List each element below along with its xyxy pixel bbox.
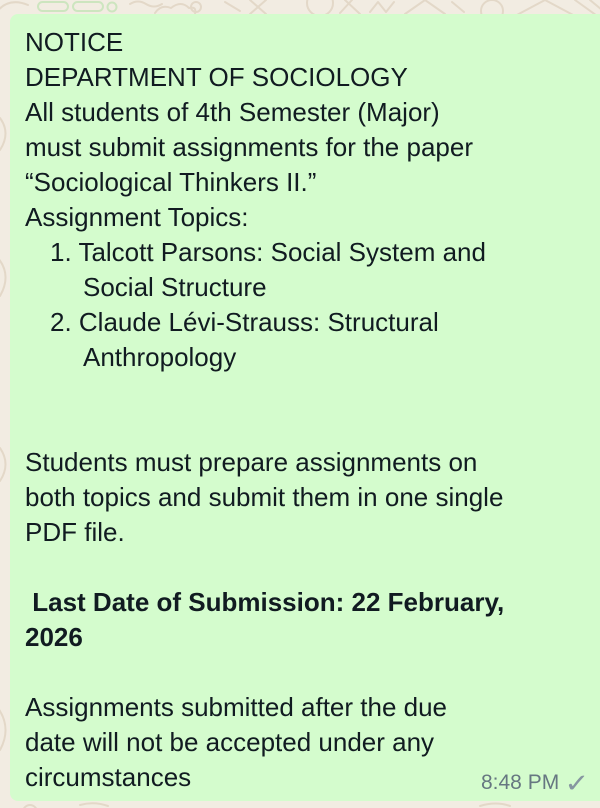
message-line: Students must prepare assignments on <box>25 447 478 477</box>
message-line <box>25 550 588 585</box>
message-line: PDF file. <box>25 517 125 547</box>
message-line: DEPARTMENT OF SOCIOLOGY <box>25 62 408 92</box>
message-line <box>25 410 588 445</box>
message-line: 2026 <box>25 622 83 652</box>
message-line: 1. Talcott Parsons: Social System and <box>50 237 486 267</box>
message-line: Assignments submitted after the due <box>25 692 448 722</box>
message-line: Assignment Topics: <box>25 202 249 232</box>
message-line: date will not be accepted under any <box>25 727 435 757</box>
message-line <box>25 375 588 410</box>
message-line: All students of 4th Semester (Major) <box>25 97 440 127</box>
message-bubble[interactable] <box>10 14 600 801</box>
message-line: both topics and submit them in one single <box>25 482 504 512</box>
message-text <box>25 25 590 798</box>
message-line: Last Date of Submission: 22 February, <box>25 587 505 617</box>
single-check-icon: ✓ <box>564 768 590 798</box>
message-line <box>25 655 588 690</box>
message-line: NOTICE <box>25 27 124 57</box>
message-line: circumstances <box>25 762 192 792</box>
message-meta <box>480 768 590 798</box>
message-timestamp: 8:48 PM <box>480 771 560 794</box>
message-line: must submit assignments for the paper <box>25 132 473 162</box>
message-line: Social Structure <box>83 272 267 302</box>
message-line: 2. Claude Lévi-Strauss: Structural <box>50 307 439 337</box>
message-line: “Sociological Thinkers II.” <box>25 167 317 197</box>
message-line: Anthropology <box>83 342 237 372</box>
